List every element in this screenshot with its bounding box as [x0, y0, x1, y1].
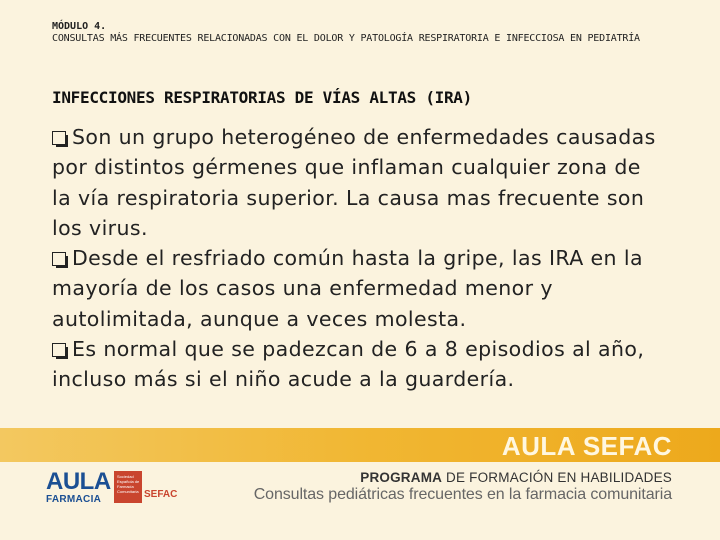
slide-body — [52, 122, 662, 395]
sefac-logo — [114, 471, 176, 505]
band-title: AULA SEFAC — [501, 431, 672, 461]
program-title-bold: PROGRAMA — [360, 470, 443, 485]
sefac-logo-small-text: Sociedad Española de Farmacia Comunitaria — [117, 474, 140, 494]
program-title-rest: DE FORMACIÓN EN HABILIDADES — [442, 470, 672, 485]
checkbox-square-icon — [52, 252, 66, 266]
logo-farmacia-word: FARMACIA — [46, 494, 102, 505]
module-header — [52, 21, 672, 45]
program-info — [254, 470, 672, 504]
bullet-text: Es normal que se padezcan de 6 a 8 episodios al año, incluso más si el niño acude a la guardería. — [52, 337, 645, 392]
bullet-item — [52, 122, 662, 243]
checkbox-square-icon — [52, 343, 66, 357]
program-subtitle: Consultas pediátricas frecuentes en la farmacia comunitaria — [253, 486, 672, 503]
aula-sefac-band — [0, 428, 720, 462]
logo-aula-word: AULA — [46, 468, 111, 495]
aula-farmacia-logo — [46, 468, 111, 505]
checkbox-square-icon — [52, 131, 66, 145]
sefac-logo-square — [114, 471, 142, 503]
module-label: MÓDULO 4. — [52, 21, 107, 32]
sefac-logo-word: SEFAC — [144, 489, 178, 500]
bullet-text: Son un grupo heterogéneo de enfermedades causadas por distintos gérmenes que inflaman cualquier zona de la vía respiratoria superior. La causa mas frecuente son los virus. — [52, 125, 656, 240]
program-title — [254, 470, 672, 485]
slide-title: INFECCIONES RESPIRATORIAS DE VÍAS ALTAS (IRA) — [52, 88, 472, 107]
module-subtitle: CONSULTAS MÁS FRECUENTES RELACIONADAS CON EL DOLOR Y PATOLOGÍA RESPIRATORIA E INFECCIOSA EN PEDIATRÍA — [52, 33, 640, 44]
bullet-text: Desde el resfriado común hasta la gripe, las IRA en la mayoría de los casos una enfermedad menor y autolimitada, aunque a veces molesta. — [52, 246, 643, 331]
bullet-item — [52, 334, 662, 395]
bullet-item — [52, 243, 662, 334]
